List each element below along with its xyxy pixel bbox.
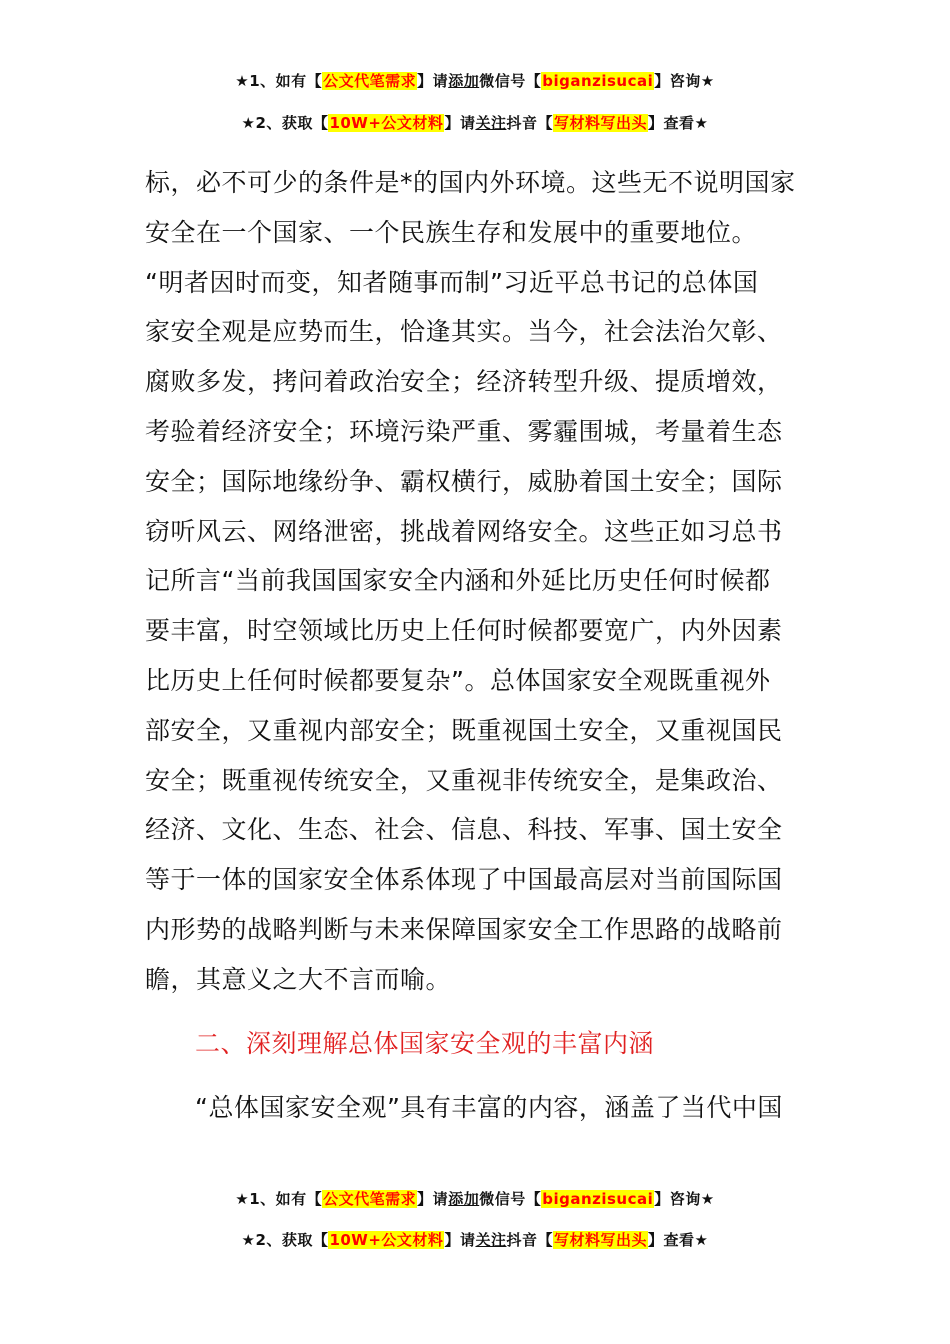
banner-prefix: ★1、如有【 bbox=[235, 1190, 323, 1208]
banner-prefix: ★1、如有【 bbox=[235, 72, 323, 90]
banner-text: 】请 bbox=[444, 1231, 476, 1249]
body-line: “明者因时而变，知者随事而制”习近平总书记的总体国 bbox=[145, 267, 759, 297]
body-line: 家安全观是应势而生，恰逢其实。当今，社会法治欠彰、 bbox=[145, 317, 783, 347]
body-line: 瞻，其意义之大不言而喻。 bbox=[145, 964, 452, 994]
body-line: 安全；既重视传统安全，又重视非传统安全，是集政治、 bbox=[145, 765, 783, 795]
highlight-wechat-id: biganzisucai bbox=[542, 1190, 654, 1208]
highlight-service: 公文代笔需求 bbox=[323, 1190, 417, 1208]
highlight-wechat-id: biganzisucai bbox=[542, 72, 654, 90]
banner-action: 关注 bbox=[475, 114, 507, 132]
banner-text: 微信号【 bbox=[479, 1190, 542, 1208]
banner-line-2 bbox=[0, 1229, 950, 1250]
body-line: 记所言“当前我国国家安全内涵和外延比历史任何时候都 bbox=[145, 566, 771, 596]
paragraph-start: “总体国家安全观”具有丰富的内容，涵盖了当代中国 bbox=[195, 1093, 783, 1122]
body-line: 等于一体的国家安全体系体现了中国最高层对当前国际国 bbox=[145, 865, 783, 895]
banner-action: 关注 bbox=[475, 1231, 507, 1249]
body-line: 内形势的战略判断与未来保障国家安全工作思路的战略前 bbox=[145, 914, 783, 944]
body-line: 标，必不可少的条件是*的国内外环境。这些无不说明国家 bbox=[145, 168, 796, 197]
banner-text: 抖音【 bbox=[506, 1231, 553, 1249]
banner-action: 添加 bbox=[448, 72, 480, 90]
banner-text: 】请 bbox=[417, 72, 449, 90]
banner-text: 】请 bbox=[417, 1190, 449, 1208]
banner-line-1 bbox=[0, 1188, 950, 1209]
banner-text: 】请 bbox=[444, 114, 476, 132]
highlight-materials: 10W+公文材料 bbox=[329, 114, 444, 132]
banner-suffix: 】咨询★ bbox=[654, 72, 715, 90]
body-line: 比历史上任何时候都要复杂”。总体国家安全观既重视外 bbox=[145, 665, 771, 695]
body-line: 腐败多发，拷问着政治安全；经济转型升级、提质增效， bbox=[145, 367, 783, 397]
body-line: 窃听风云、网络泄密，挑战着网络安全。这些正如习总书 bbox=[145, 516, 783, 546]
banner-line-2 bbox=[0, 112, 950, 133]
body-line: 安全；国际地缘纷争、霸权横行，威胁着国土安全；国际 bbox=[145, 466, 783, 496]
highlight-service: 公文代笔需求 bbox=[323, 72, 417, 90]
banner-prefix: ★2、获取【 bbox=[241, 1231, 329, 1249]
banner-text: 抖音【 bbox=[506, 114, 553, 132]
banner-line-1 bbox=[0, 70, 950, 91]
document-body bbox=[145, 158, 810, 1005]
body-line: 经济、文化、生态、社会、信息、科技、军事、国土安全 bbox=[145, 815, 783, 845]
banner-suffix: 】咨询★ bbox=[654, 1190, 715, 1208]
body-line: 考验着经济安全；环境污染严重、雾霾围城，考量着生态 bbox=[145, 416, 783, 446]
highlight-douyin-id: 写材料写出头 bbox=[553, 114, 647, 132]
banner-prefix: ★2、获取【 bbox=[241, 114, 329, 132]
banner-text: 微信号【 bbox=[479, 72, 542, 90]
body-line: 要丰富，时空领域比历史上任何时候都要宽广，内外因素 bbox=[145, 616, 783, 646]
section-heading: 二、深刻理解总体国家安全观的丰富内涵 bbox=[195, 1029, 655, 1058]
highlight-materials: 10W+公文材料 bbox=[329, 1231, 444, 1249]
body-line: 部安全，又重视内部安全；既重视国土安全，又重视国民 bbox=[145, 715, 783, 745]
banner-suffix: 】查看★ bbox=[648, 114, 709, 132]
banner-suffix: 】查看★ bbox=[648, 1231, 709, 1249]
body-line: 安全在一个国家、一个民族生存和发展中的重要地位。 bbox=[145, 217, 758, 247]
banner-action: 添加 bbox=[448, 1190, 480, 1208]
highlight-douyin-id: 写材料写出头 bbox=[553, 1231, 647, 1249]
